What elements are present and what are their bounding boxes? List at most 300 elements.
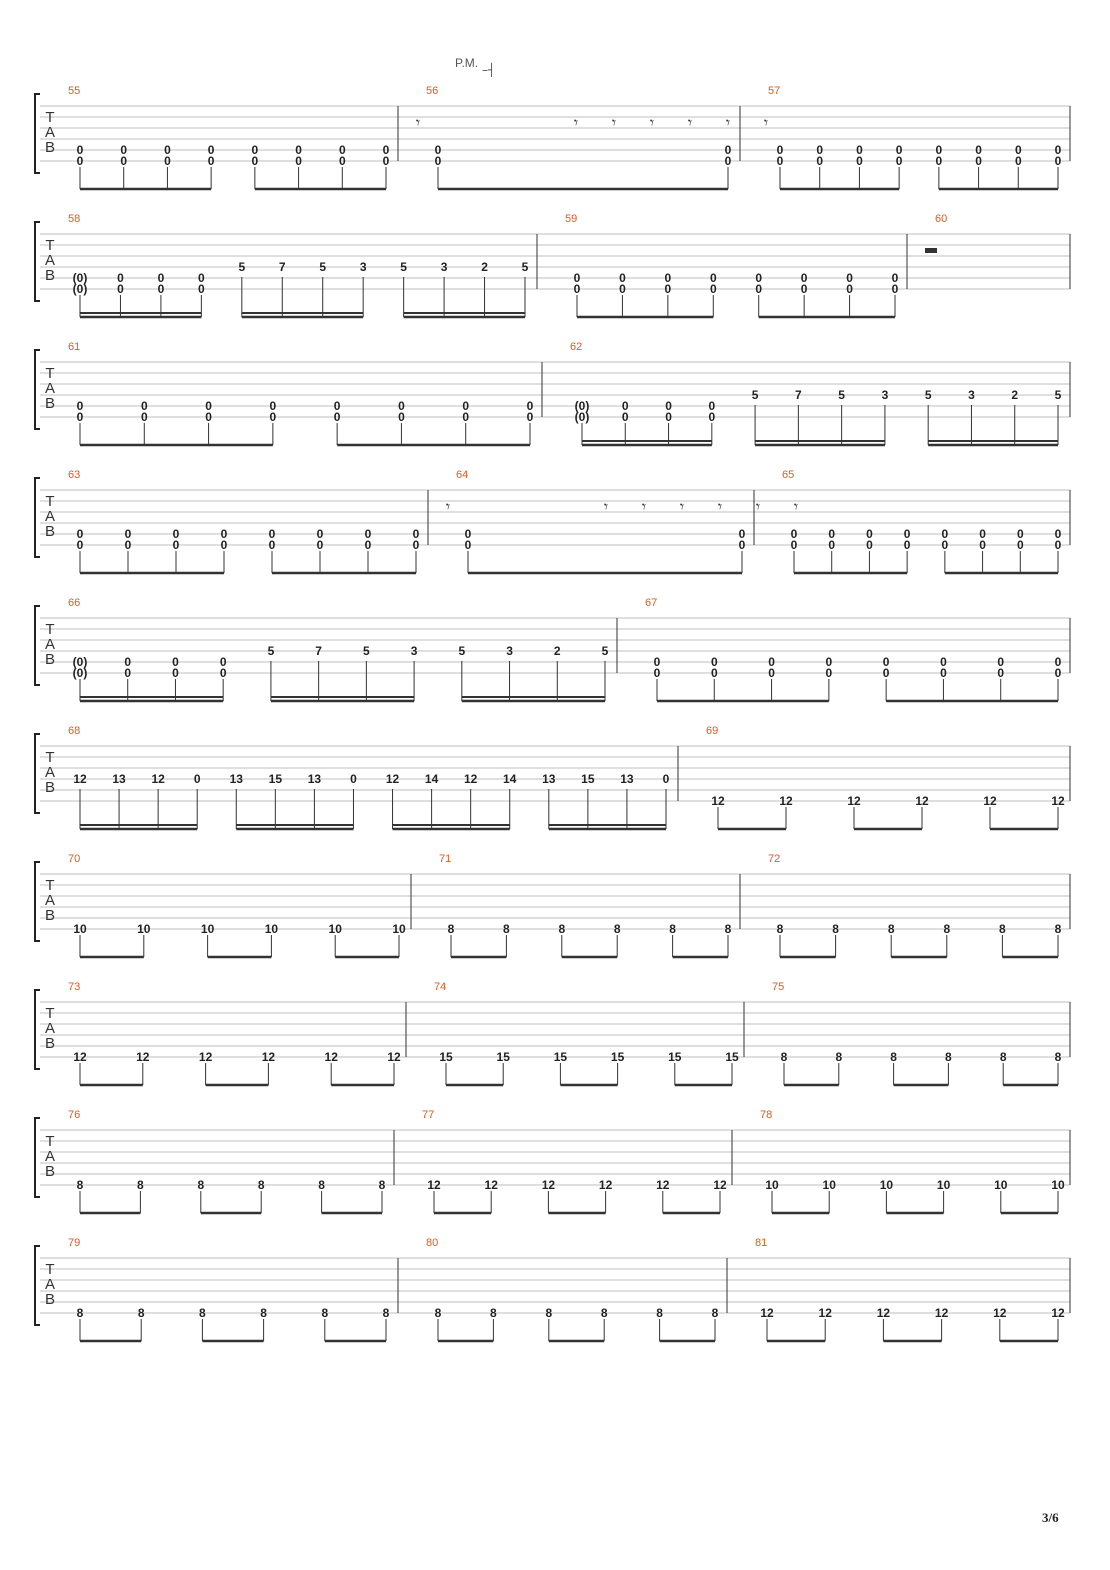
- measure-number: 69: [706, 725, 719, 737]
- eighth-rest: 𝄾: [415, 113, 421, 132]
- fret-number: 0: [140, 410, 148, 424]
- fret-number: 12: [713, 1178, 727, 1192]
- fret-number: 7: [278, 260, 286, 274]
- fret-number: 8: [887, 922, 895, 936]
- fret-number: 8: [378, 1178, 386, 1192]
- fret-number: 5: [838, 388, 845, 402]
- fret-number: 0: [776, 143, 784, 157]
- fret-number: 0: [412, 527, 420, 541]
- fret-number: 0: [140, 399, 148, 413]
- fret-number: 0: [434, 143, 442, 157]
- fret-number: 0: [434, 154, 442, 168]
- fret-number: 0: [816, 154, 824, 168]
- fret-number: 0: [124, 666, 132, 680]
- fret-number: 5: [1054, 388, 1062, 402]
- fret-number: 0: [124, 655, 132, 669]
- fret-number: 0: [621, 410, 629, 424]
- measure-number: 65: [782, 469, 795, 481]
- eighth-rest: 𝄾: [755, 497, 761, 516]
- fret-number: 10: [200, 922, 215, 936]
- fret-number: 8: [1054, 922, 1062, 936]
- fret-number: 0: [866, 538, 873, 552]
- fret-number: 0: [172, 655, 179, 669]
- fret-number: 5: [267, 644, 275, 658]
- fret-number: 0: [338, 154, 346, 168]
- system-bracket: [35, 94, 40, 173]
- measure-number: 77: [422, 1109, 435, 1121]
- fret-number: 8: [776, 922, 784, 936]
- tab-clef-letter: T: [45, 1133, 55, 1150]
- fret-number: 12: [427, 1178, 441, 1192]
- fret-number: 10: [994, 1178, 1008, 1192]
- fret-number: (0): [72, 271, 88, 285]
- fret-number: 0: [709, 282, 717, 296]
- fret-number: 0: [997, 666, 1005, 680]
- fret-number: 0: [251, 154, 259, 168]
- fret-number: 5: [751, 388, 759, 402]
- fret-number: 12: [983, 794, 997, 808]
- fret-number: 0: [198, 271, 205, 285]
- fret-number: 10: [392, 922, 406, 936]
- measure-number: 61: [68, 341, 81, 353]
- fret-number: 12: [387, 1050, 401, 1064]
- measure-number: 79: [68, 1237, 81, 1249]
- measure-number: 68: [68, 725, 81, 737]
- fret-number: 0: [1014, 143, 1022, 157]
- fret-number: 10: [765, 1178, 779, 1192]
- fret-number: 10: [879, 1178, 894, 1192]
- fret-number: 0: [816, 143, 824, 157]
- fret-number: 0: [903, 527, 911, 541]
- fret-number: 13: [542, 772, 556, 786]
- fret-number: 12: [136, 1050, 150, 1064]
- fret-number: 0: [157, 271, 165, 285]
- fret-number: 0: [76, 527, 84, 541]
- fret-number: 8: [76, 1306, 84, 1320]
- system-bracket: [35, 222, 40, 301]
- fret-number: 8: [780, 1050, 788, 1064]
- fret-number: 12: [73, 772, 87, 786]
- fret-number: 0: [975, 143, 982, 157]
- fret-number: 0: [856, 154, 863, 168]
- fret-number: 8: [434, 1306, 442, 1320]
- fret-number: 0: [895, 154, 903, 168]
- tab-clef-letter: B: [44, 1163, 56, 1180]
- fret-number: 0: [526, 399, 534, 413]
- fret-number: 0: [120, 143, 128, 157]
- measure-number: 60: [935, 213, 948, 225]
- tab-clef-letter: B: [44, 523, 56, 540]
- fret-number: 8: [382, 1306, 390, 1320]
- fret-number: 0: [755, 271, 763, 285]
- fret-number: 0: [1016, 527, 1024, 541]
- fret-number: 8: [943, 922, 951, 936]
- fret-number: 5: [319, 260, 327, 274]
- fret-number: 3: [440, 260, 448, 274]
- fret-number: 12: [760, 1306, 774, 1320]
- fret-number: 8: [999, 922, 1006, 936]
- fret-number: 0: [364, 538, 372, 552]
- fret-number: 0: [350, 772, 357, 786]
- measure-number: 81: [755, 1237, 768, 1249]
- tab-clef-letter: A: [44, 380, 56, 397]
- fret-number: 0: [940, 666, 947, 680]
- fret-number: 0: [338, 143, 346, 157]
- fret-number: 15: [439, 1050, 453, 1064]
- fret-number: 0: [662, 772, 670, 786]
- fret-number: 8: [257, 1178, 265, 1192]
- fret-number: 15: [668, 1050, 682, 1064]
- fret-number: 10: [1051, 1178, 1065, 1192]
- fret-number: 0: [935, 154, 943, 168]
- fret-number: 10: [936, 1178, 951, 1192]
- fret-number: 8: [447, 922, 455, 936]
- fret-number: 0: [251, 143, 259, 157]
- page-number: 3/6: [1042, 1510, 1059, 1525]
- tab-clef-letter: A: [44, 124, 56, 141]
- fret-number: 0: [382, 143, 390, 157]
- tab-clef-letter: B: [44, 907, 56, 924]
- tab-clef-letter: T: [45, 365, 55, 382]
- fret-number: (0): [72, 666, 88, 680]
- tab-clef-letter: B: [44, 1291, 56, 1308]
- fret-number: 12: [1051, 1306, 1065, 1320]
- tab-clef-letter: A: [44, 1020, 56, 1037]
- fret-number: 0: [790, 538, 798, 552]
- tab-clef-letter: T: [45, 1261, 55, 1278]
- fret-number: 0: [205, 399, 212, 413]
- fret-number: 8: [835, 1050, 843, 1064]
- fret-number: 8: [724, 922, 732, 936]
- measure-number: 75: [772, 981, 785, 993]
- fret-number: 0: [76, 399, 84, 413]
- fret-number: 8: [76, 1178, 84, 1192]
- fret-number: 8: [490, 1306, 497, 1320]
- fret-number: 0: [665, 410, 672, 424]
- measure-number: 74: [434, 981, 447, 993]
- fret-number: 12: [818, 1306, 832, 1320]
- system-bracket: [35, 478, 40, 557]
- fret-number: 7: [315, 644, 322, 658]
- fret-number: 0: [164, 154, 171, 168]
- measure-number: 62: [570, 341, 583, 353]
- fret-number: 0: [573, 271, 581, 285]
- palm-mute-label: P.M.: [455, 56, 479, 70]
- fret-number: 0: [979, 527, 986, 541]
- eighth-rest: 𝄾: [687, 113, 693, 132]
- system-bracket: [35, 862, 40, 941]
- fret-number: 0: [295, 154, 302, 168]
- fret-number: 5: [238, 260, 246, 274]
- fret-number: 15: [610, 1050, 625, 1064]
- tab-clef-letter: T: [45, 237, 55, 254]
- fret-number: 0: [825, 666, 833, 680]
- measure-number: 71: [439, 853, 452, 865]
- fret-number: 0: [941, 538, 949, 552]
- measure-number: 67: [645, 597, 658, 609]
- fret-number: 8: [199, 1306, 206, 1320]
- fret-number: 8: [137, 1306, 145, 1320]
- fret-number: 0: [828, 538, 836, 552]
- fret-number: 0: [755, 282, 763, 296]
- fret-number: 0: [882, 666, 890, 680]
- fret-number: 12: [711, 794, 725, 808]
- measure-number: 56: [426, 85, 439, 97]
- fret-number: 5: [458, 644, 466, 658]
- fret-number: 0: [172, 527, 180, 541]
- fret-number: 0: [891, 271, 899, 285]
- system-bracket: [35, 1118, 40, 1197]
- fret-number: 15: [581, 772, 595, 786]
- measure-number: 64: [456, 469, 469, 481]
- fret-number: 0: [219, 666, 227, 680]
- whole-rest: [925, 248, 937, 253]
- fret-number: 0: [398, 410, 405, 424]
- fret-number: 0: [619, 271, 626, 285]
- fret-number: 0: [268, 538, 276, 552]
- fret-number: 0: [856, 143, 863, 157]
- fret-number: 0: [198, 282, 205, 296]
- measure-number: 63: [68, 469, 81, 481]
- eighth-rest: 𝄾: [611, 113, 617, 132]
- fret-number: 12: [1051, 794, 1065, 808]
- fret-number: 0: [269, 410, 277, 424]
- fret-number: 0: [903, 538, 911, 552]
- fret-number: 0: [172, 538, 180, 552]
- fret-number: 0: [621, 399, 629, 413]
- fret-number: 0: [664, 282, 672, 296]
- measure-number: 70: [68, 853, 81, 865]
- fret-number: 0: [464, 538, 472, 552]
- fret-number: 0: [935, 143, 943, 157]
- fret-number: 8: [318, 1178, 325, 1192]
- fret-number: 0: [1016, 538, 1024, 552]
- measure-number: 76: [68, 1109, 81, 1121]
- fret-number: 0: [846, 282, 853, 296]
- fret-number: 12: [915, 794, 929, 808]
- measure-number: 55: [68, 85, 81, 97]
- tab-clef-letter: T: [45, 109, 55, 126]
- fret-number: 0: [398, 399, 405, 413]
- fret-number: 15: [268, 772, 283, 786]
- fret-number: 0: [800, 282, 808, 296]
- tab-clef-letter: A: [44, 508, 56, 525]
- fret-number: 15: [496, 1050, 510, 1064]
- fret-number: 8: [999, 1050, 1007, 1064]
- fret-number: 0: [975, 154, 982, 168]
- fret-number: 14: [424, 772, 439, 786]
- fret-number: 0: [846, 271, 853, 285]
- eighth-rest: 𝄾: [717, 497, 723, 516]
- fret-number: 0: [825, 655, 833, 669]
- fret-number: 12: [324, 1050, 338, 1064]
- fret-number: 0: [220, 527, 228, 541]
- eighth-rest: 𝄾: [763, 113, 769, 132]
- tab-clef-letter: T: [45, 621, 55, 638]
- fret-number: 0: [800, 271, 808, 285]
- fret-number: 0: [768, 655, 775, 669]
- fret-number: 0: [1054, 655, 1062, 669]
- fret-number: 8: [600, 1306, 608, 1320]
- fret-number: 12: [463, 772, 478, 786]
- fret-number: 12: [261, 1050, 276, 1064]
- fret-number: 8: [613, 922, 621, 936]
- system-bracket: [35, 1246, 40, 1325]
- eighth-rest: 𝄾: [445, 497, 451, 516]
- fret-number: 5: [521, 260, 529, 274]
- fret-number: 0: [76, 154, 84, 168]
- fret-number: 0: [316, 538, 324, 552]
- fret-number: 0: [1054, 143, 1062, 157]
- fret-number: 0: [940, 655, 947, 669]
- fret-number: 12: [151, 772, 165, 786]
- fret-number: 12: [598, 1178, 613, 1192]
- fret-number: 0: [462, 399, 470, 413]
- fret-number: 0: [653, 666, 661, 680]
- fret-number: 0: [117, 282, 124, 296]
- fret-number: 0: [1054, 527, 1062, 541]
- eighth-rest: 𝄾: [725, 113, 731, 132]
- tab-clef-letter: A: [44, 636, 56, 653]
- fret-number: 10: [328, 922, 342, 936]
- eighth-rest: 𝄾: [679, 497, 685, 516]
- fret-number: 12: [934, 1306, 949, 1320]
- fret-number: 0: [665, 399, 672, 413]
- fret-number: (0): [72, 655, 88, 669]
- fret-number: 0: [172, 666, 179, 680]
- tab-clef-letter: T: [45, 749, 55, 766]
- fret-number: 8: [503, 922, 510, 936]
- fret-number: 13: [307, 772, 322, 786]
- fret-number: 8: [832, 922, 839, 936]
- fret-number: 0: [268, 527, 276, 541]
- fret-number: 0: [724, 143, 732, 157]
- fret-number: 0: [364, 527, 372, 541]
- fret-number: 13: [112, 772, 126, 786]
- fret-number: 0: [124, 527, 132, 541]
- measure-number: 66: [68, 597, 81, 609]
- system-bracket: [35, 734, 40, 813]
- fret-number: 12: [385, 772, 400, 786]
- fret-number: 10: [137, 922, 151, 936]
- fret-number: 0: [124, 538, 132, 552]
- fret-number: 2: [1011, 388, 1019, 402]
- tab-clef-letter: B: [44, 779, 56, 796]
- fret-number: 14: [503, 772, 517, 786]
- fret-number: 13: [620, 772, 634, 786]
- fret-number: 10: [264, 922, 279, 936]
- eighth-rest: 𝄾: [641, 497, 647, 516]
- fret-number: 3: [359, 260, 367, 274]
- fret-number: 8: [137, 1178, 144, 1192]
- measure-number: 73: [68, 981, 81, 993]
- fret-number: 0: [333, 399, 341, 413]
- fret-number: 10: [73, 922, 87, 936]
- tab-clef-letter: B: [44, 651, 56, 668]
- fret-number: 0: [295, 143, 302, 157]
- fret-number: 0: [1054, 666, 1062, 680]
- fret-number: 0: [891, 282, 899, 296]
- fret-number: 0: [464, 527, 472, 541]
- fret-number: 0: [117, 271, 124, 285]
- fret-number: 0: [269, 399, 277, 413]
- fret-number: 8: [260, 1306, 267, 1320]
- fret-number: 12: [541, 1178, 556, 1192]
- fret-number: 0: [382, 154, 390, 168]
- fret-number: 0: [573, 282, 581, 296]
- fret-number: 2: [481, 260, 488, 274]
- fret-number: 0: [664, 271, 672, 285]
- fret-number: 3: [881, 388, 889, 402]
- fret-number: 0: [219, 655, 227, 669]
- tab-clef-letter: B: [44, 1035, 56, 1052]
- tab-clef-letter: T: [45, 493, 55, 510]
- system-bracket: [35, 350, 40, 429]
- fret-number: 0: [193, 772, 201, 786]
- fret-number: 0: [220, 538, 228, 552]
- eighth-rest: 𝄾: [649, 113, 655, 132]
- fret-number: 8: [1054, 1050, 1062, 1064]
- fret-number: 5: [400, 260, 407, 274]
- fret-number: 8: [945, 1050, 952, 1064]
- eighth-rest: 𝄾: [603, 497, 609, 516]
- fret-number: 0: [157, 282, 165, 296]
- fret-number: 7: [795, 388, 802, 402]
- fret-number: 0: [207, 154, 215, 168]
- fret-number: 0: [724, 154, 732, 168]
- fret-number: 0: [710, 666, 718, 680]
- fret-number: 8: [656, 1306, 663, 1320]
- fret-number: 8: [890, 1050, 897, 1064]
- fret-number: 12: [876, 1306, 891, 1320]
- fret-number: 0: [941, 527, 949, 541]
- fret-number: 0: [882, 655, 890, 669]
- tab-clef-letter: A: [44, 1276, 56, 1293]
- fret-number: 12: [73, 1050, 87, 1064]
- measure-number: 58: [68, 213, 81, 225]
- measure-number: 57: [768, 85, 781, 97]
- fret-number: 15: [553, 1050, 568, 1064]
- tab-clef-letter: A: [44, 892, 56, 909]
- fret-number: 0: [768, 666, 775, 680]
- fret-number: (0): [574, 410, 590, 424]
- measure-number: 72: [768, 853, 781, 865]
- fret-number: 0: [653, 655, 661, 669]
- fret-number: 15: [725, 1050, 739, 1064]
- fret-number: 13: [229, 772, 243, 786]
- fret-number: 3: [506, 644, 513, 658]
- tab-clef-letter: T: [45, 1005, 55, 1022]
- fret-number: 3: [968, 388, 975, 402]
- fret-number: 12: [198, 1050, 213, 1064]
- fret-number: 0: [76, 538, 84, 552]
- fret-number: 12: [484, 1178, 498, 1192]
- tab-clef-letter: B: [44, 395, 56, 412]
- fret-number: 12: [993, 1306, 1007, 1320]
- tab-clef-letter: T: [45, 877, 55, 894]
- fret-number: 0: [979, 538, 986, 552]
- fret-number: 0: [895, 143, 903, 157]
- fret-number: 0: [997, 655, 1005, 669]
- fret-number: 0: [710, 655, 718, 669]
- fret-number: 0: [462, 410, 470, 424]
- fret-number: (0): [574, 399, 590, 413]
- fret-number: 8: [669, 922, 676, 936]
- fret-number: 0: [76, 143, 84, 157]
- fret-number: 8: [558, 922, 566, 936]
- fret-number: 3: [410, 644, 418, 658]
- fret-number: 2: [553, 644, 561, 658]
